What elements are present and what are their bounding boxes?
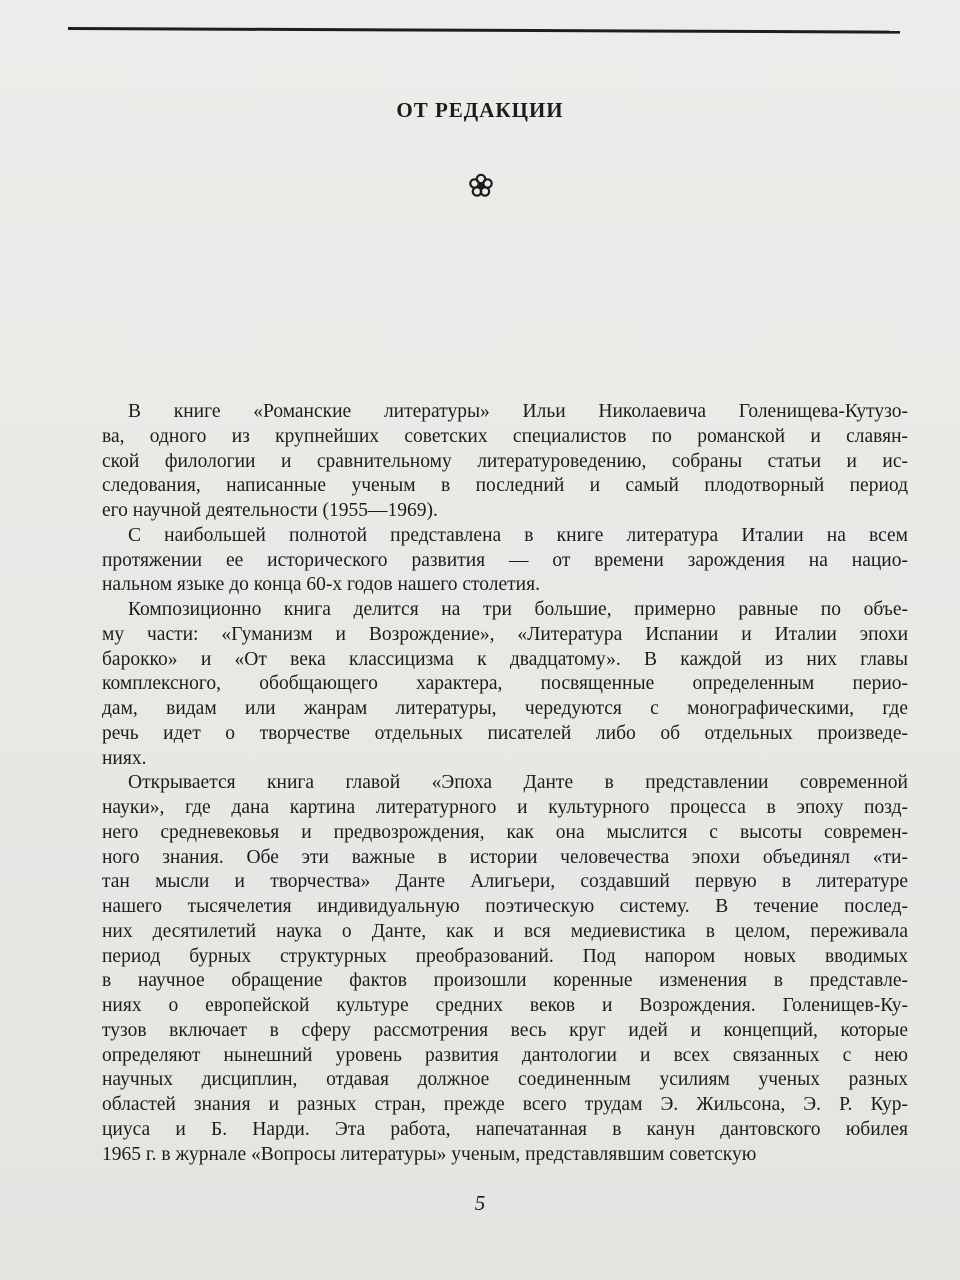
text-line: Композиционно книга делится на три большие, примерно равные по объе- — [128, 599, 908, 620]
text-line: В книге «Романские литературы» Ильи Николаевича Голенищева-Кутузо- — [128, 401, 908, 422]
text-line: С наибольшей полнотой представлена в книге литература Италии на всем — [128, 524, 908, 546]
paragraph — [102, 400, 908, 524]
text-line: комплексного, обобщающего характера, посвященные определенным перио- — [102, 673, 908, 695]
text-line: них десятилетий наука о Данте, как и вся медиевистика в целом, переживала — [102, 920, 908, 942]
flower-ornament-icon — [466, 171, 496, 201]
text-line: научных дисциплин, отдавая должное соединенным усилиям ученых разных — [102, 1069, 908, 1091]
text-line: му части: «Гуманизм и Возрождение», «Литература Испании и Италии эпохи — [102, 623, 908, 645]
text-line: протяжении ее исторического развития — от времени зарождения на нацио- — [102, 549, 908, 571]
text-line: ской филологии и сравнительному литературоведению, собраны статьи и ис- — [102, 450, 908, 472]
text-line: тузов включает в сферу рассмотрения весь круг идей и концепций, которые — [102, 1019, 908, 1041]
paragraph — [102, 598, 908, 771]
text-line: нашего тысячелетия индивидуальную поэтическую систему. В течение послед- — [102, 896, 908, 917]
text-line: дам, видам или жанрам литературы, чередуются с монографическими, где — [102, 698, 908, 719]
text-line: следования, написанные ученым в последний и самый плодотворный период — [102, 475, 908, 497]
text-line: его научной деятельности (1955—1969). — [102, 500, 438, 521]
text-line: ниях. — [102, 747, 147, 769]
text-line: областей знания и разных стран, прежде всего трудам Э. Жильсона, Э. Р. Кур- — [102, 1094, 908, 1115]
page-title: ОТ РЕДАКЦИИ — [396, 98, 564, 122]
body-text — [102, 400, 908, 1167]
paragraph — [102, 524, 908, 598]
text-line: ниях о европейской культуре средних веков и Возрождения. Голенищев-Ку- — [102, 995, 908, 1016]
top-rule — [68, 27, 900, 34]
text-line: 1965 г. в журнале «Вопросы литературы» ученым, представлявшим советскую — [102, 1143, 757, 1165]
text-line: ва, одного из крупнейших советских специалистов по романской и славян- — [102, 425, 908, 447]
text-line: определяют нынешний уровень развития дантологии и всех связанных с нею — [102, 1044, 908, 1066]
text-line: ного знания. Обе эти важные в истории человечества эпохи объединял «ти- — [102, 846, 908, 868]
page-number: 5 — [474, 1191, 486, 1215]
text-line: в научное обращение фактов произошли коренные изменения в представле- — [102, 970, 908, 992]
text-line: тан мысли и творчества» Данте Алигьери, создавший первую в литературе — [102, 871, 908, 893]
text-line: речь идет о творчестве отдельных писателей либо об отдельных произведе- — [102, 722, 908, 744]
text-line: циуса и Б. Нарди. Эта работа, напечатанная в канун дантовского юбилея — [102, 1118, 908, 1140]
text-line: Открывается книга главой «Эпоха Данте в представлении современной — [128, 772, 908, 794]
text-line: науки», где дана картина литературного и культурного процесса в эпоху позд- — [102, 797, 908, 818]
text-line: него средневековья и предвозрождения, как она мыслится с высоты современ- — [102, 821, 908, 843]
text-line: барокко» и «От века классицизма к двадцатому». В каждой из них главы — [102, 648, 908, 670]
text-line: период бурных структурных преобразований. Под напором новых вводимых — [102, 945, 908, 967]
text-line: нальном языке до конца 60-х годов нашего столетия. — [102, 574, 540, 596]
paragraph — [102, 771, 908, 1167]
